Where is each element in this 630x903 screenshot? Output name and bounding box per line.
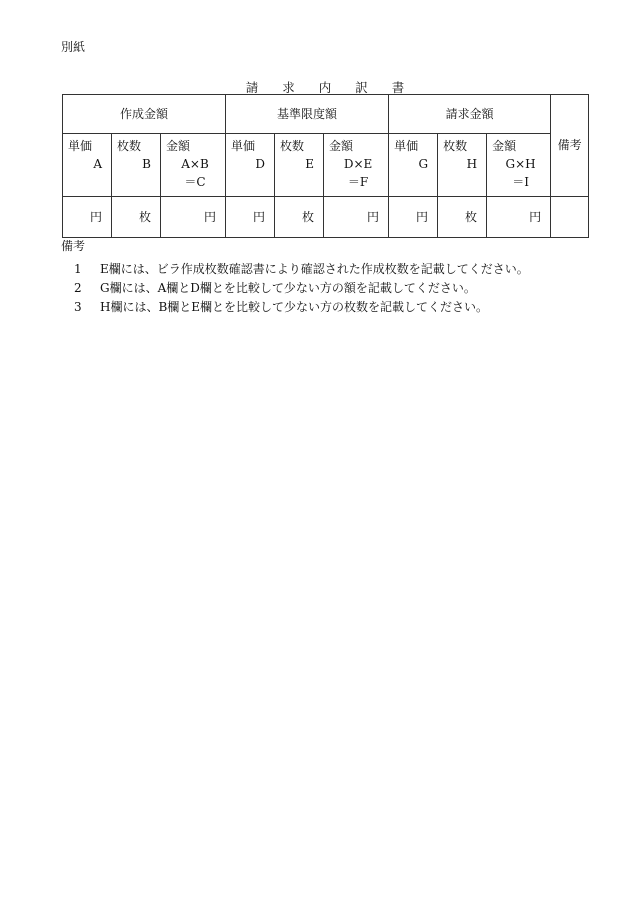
unit-cell[interactable]: 円 <box>487 197 551 238</box>
attachment-label: 別紙 <box>61 40 86 54</box>
unit-cell[interactable]: 円 <box>63 197 112 238</box>
column-header: 金額 D×E ＝F <box>324 134 389 197</box>
column-header: 単価 D <box>226 134 275 197</box>
title-char: 書 <box>391 80 405 95</box>
column-header: 単価 A <box>63 134 112 197</box>
unit-cell[interactable]: 枚 <box>438 197 487 238</box>
column-header: 単価 G <box>389 134 438 197</box>
notes-title: 備考 <box>61 239 86 253</box>
unit-cell[interactable]: 枚 <box>275 197 324 238</box>
sub-header-row <box>63 134 589 197</box>
group-header-row <box>63 95 589 134</box>
title-char: 求 <box>282 80 295 95</box>
title-char: 請 <box>245 80 259 95</box>
group-production: 作成金額 <box>63 95 226 134</box>
unit-cell[interactable]: 円 <box>161 197 226 238</box>
title-char: 内 <box>318 80 332 95</box>
unit-cell[interactable]: 枚 <box>112 197 161 238</box>
column-header: 金額 G×H ＝I <box>487 134 551 197</box>
unit-cell[interactable]: 円 <box>226 197 275 238</box>
unit-cell[interactable]: 円 <box>324 197 389 238</box>
remarks-header: 備考 <box>551 95 589 197</box>
remarks-cell[interactable] <box>551 197 589 238</box>
column-header: 枚数 B <box>112 134 161 197</box>
group-limit: 基準限度額 <box>226 95 389 134</box>
entry-row <box>63 197 589 238</box>
column-header: 枚数 H <box>438 134 487 197</box>
title-char: 訳 <box>355 80 368 95</box>
column-header: 枚数 E <box>275 134 324 197</box>
group-claim: 請求金額 <box>389 95 551 134</box>
note-item: 2 G欄には、A欄とD欄とを比較して少ない方の額を記載してください。 <box>74 281 476 295</box>
column-header: 金額 A×B ＝C <box>161 134 226 197</box>
breakdown-table <box>62 94 589 238</box>
unit-cell[interactable]: 円 <box>389 197 438 238</box>
note-item: 3 H欄には、B欄とE欄とを比較して少ない方の枚数を記載してください。 <box>74 300 489 314</box>
note-item: 1 E欄には、ビラ作成枚数確認書により確認された作成枚数を記載してください。 <box>74 262 529 276</box>
